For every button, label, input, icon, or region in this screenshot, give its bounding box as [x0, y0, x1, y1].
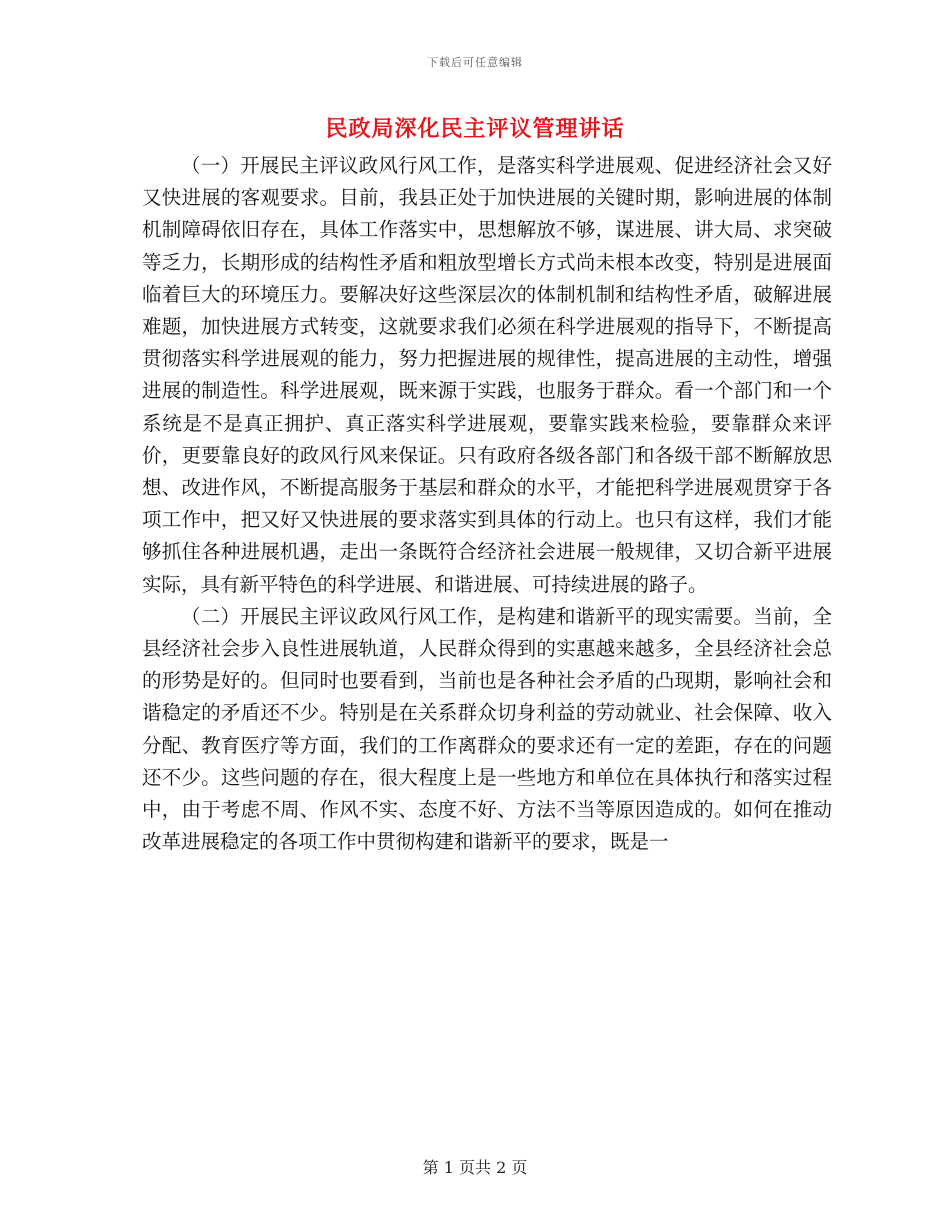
document-title: 民政局深化民主评议管理讲话 — [325, 116, 625, 142]
page-footer: 第 1 页共 2 页 — [422, 1158, 528, 1177]
document-body — [142, 150, 832, 858]
paragraph-1: （一）开展民主评议政风行风工作，是落实科学进展观、促进经济社会又好又快进展的客观要求。目前，我县正处于加快进展的关键时期，影响进展的体制机制障碍依旧存在，具体工作落实中，思想解放不够，谋进展、讲大局、求突破等乏力，长期形成的结构性矛盾和粗放型增长方式尚未根本改变，特别是进展面临着巨大的环境压力。要解决好这些深层次的体制机制和结构性矛盾，破解进展难题，加快进展方式转变，这就要求我们必须在科学进展观的指导下，不断提高贯彻落实科学进展观的能力，努力把握进展的规律性，提高进展的主动性，增强进展的制造性。科学进展观，既来源于实践，也服务于群众。看一个部门和一个系统是不是真正拥护、真正落实科学进展观，要靠实践来检验，要靠群众来评价，更要靠良好的政风行风来保证。只有政府各级各部门和各级干部不断解放思想、改进作风，不断提高服务于基层和群众的水平，才能把科学进展观贯穿于各项工作中，把又好又快进展的要求落实到具体的行动上。也只有这样，我们才能够抓住各种进展机遇，走出一条既符合经济社会进展一般规律，又切合新平进展实际，具有新平特色的科学进展、和谐进展、可持续进展的路子。 — [142, 154, 832, 596]
paragraph-2: （二）开展民主评议政风行风工作，是构建和谐新平的现实需要。当前，全县经济社会步入良性进展轨道，人民群众得到的实惠越来越多，全县经济社会总的形势是好的。但同时也要看到，当前也是各种社会矛盾的凸现期，影响社会和谐稳定的矛盾还不少。特别是在关系群众切身利益的劳动就业、社会保障、收入分配、教育医疗等方面，我们的工作离群众的要求还有一定的差距，存在的问题还不少。这些问题的存在，很大程度上是一些地方和单位在具体执行和落实过程中，由于考虑不周、作风不实、态度不好、方法不当等原因造成的。如何在推动改革进展稳定的各项工作中贯彻构建和谐新平的要求，既是一 — [142, 604, 832, 854]
header-note: 下载后可任意编辑 — [427, 56, 523, 69]
